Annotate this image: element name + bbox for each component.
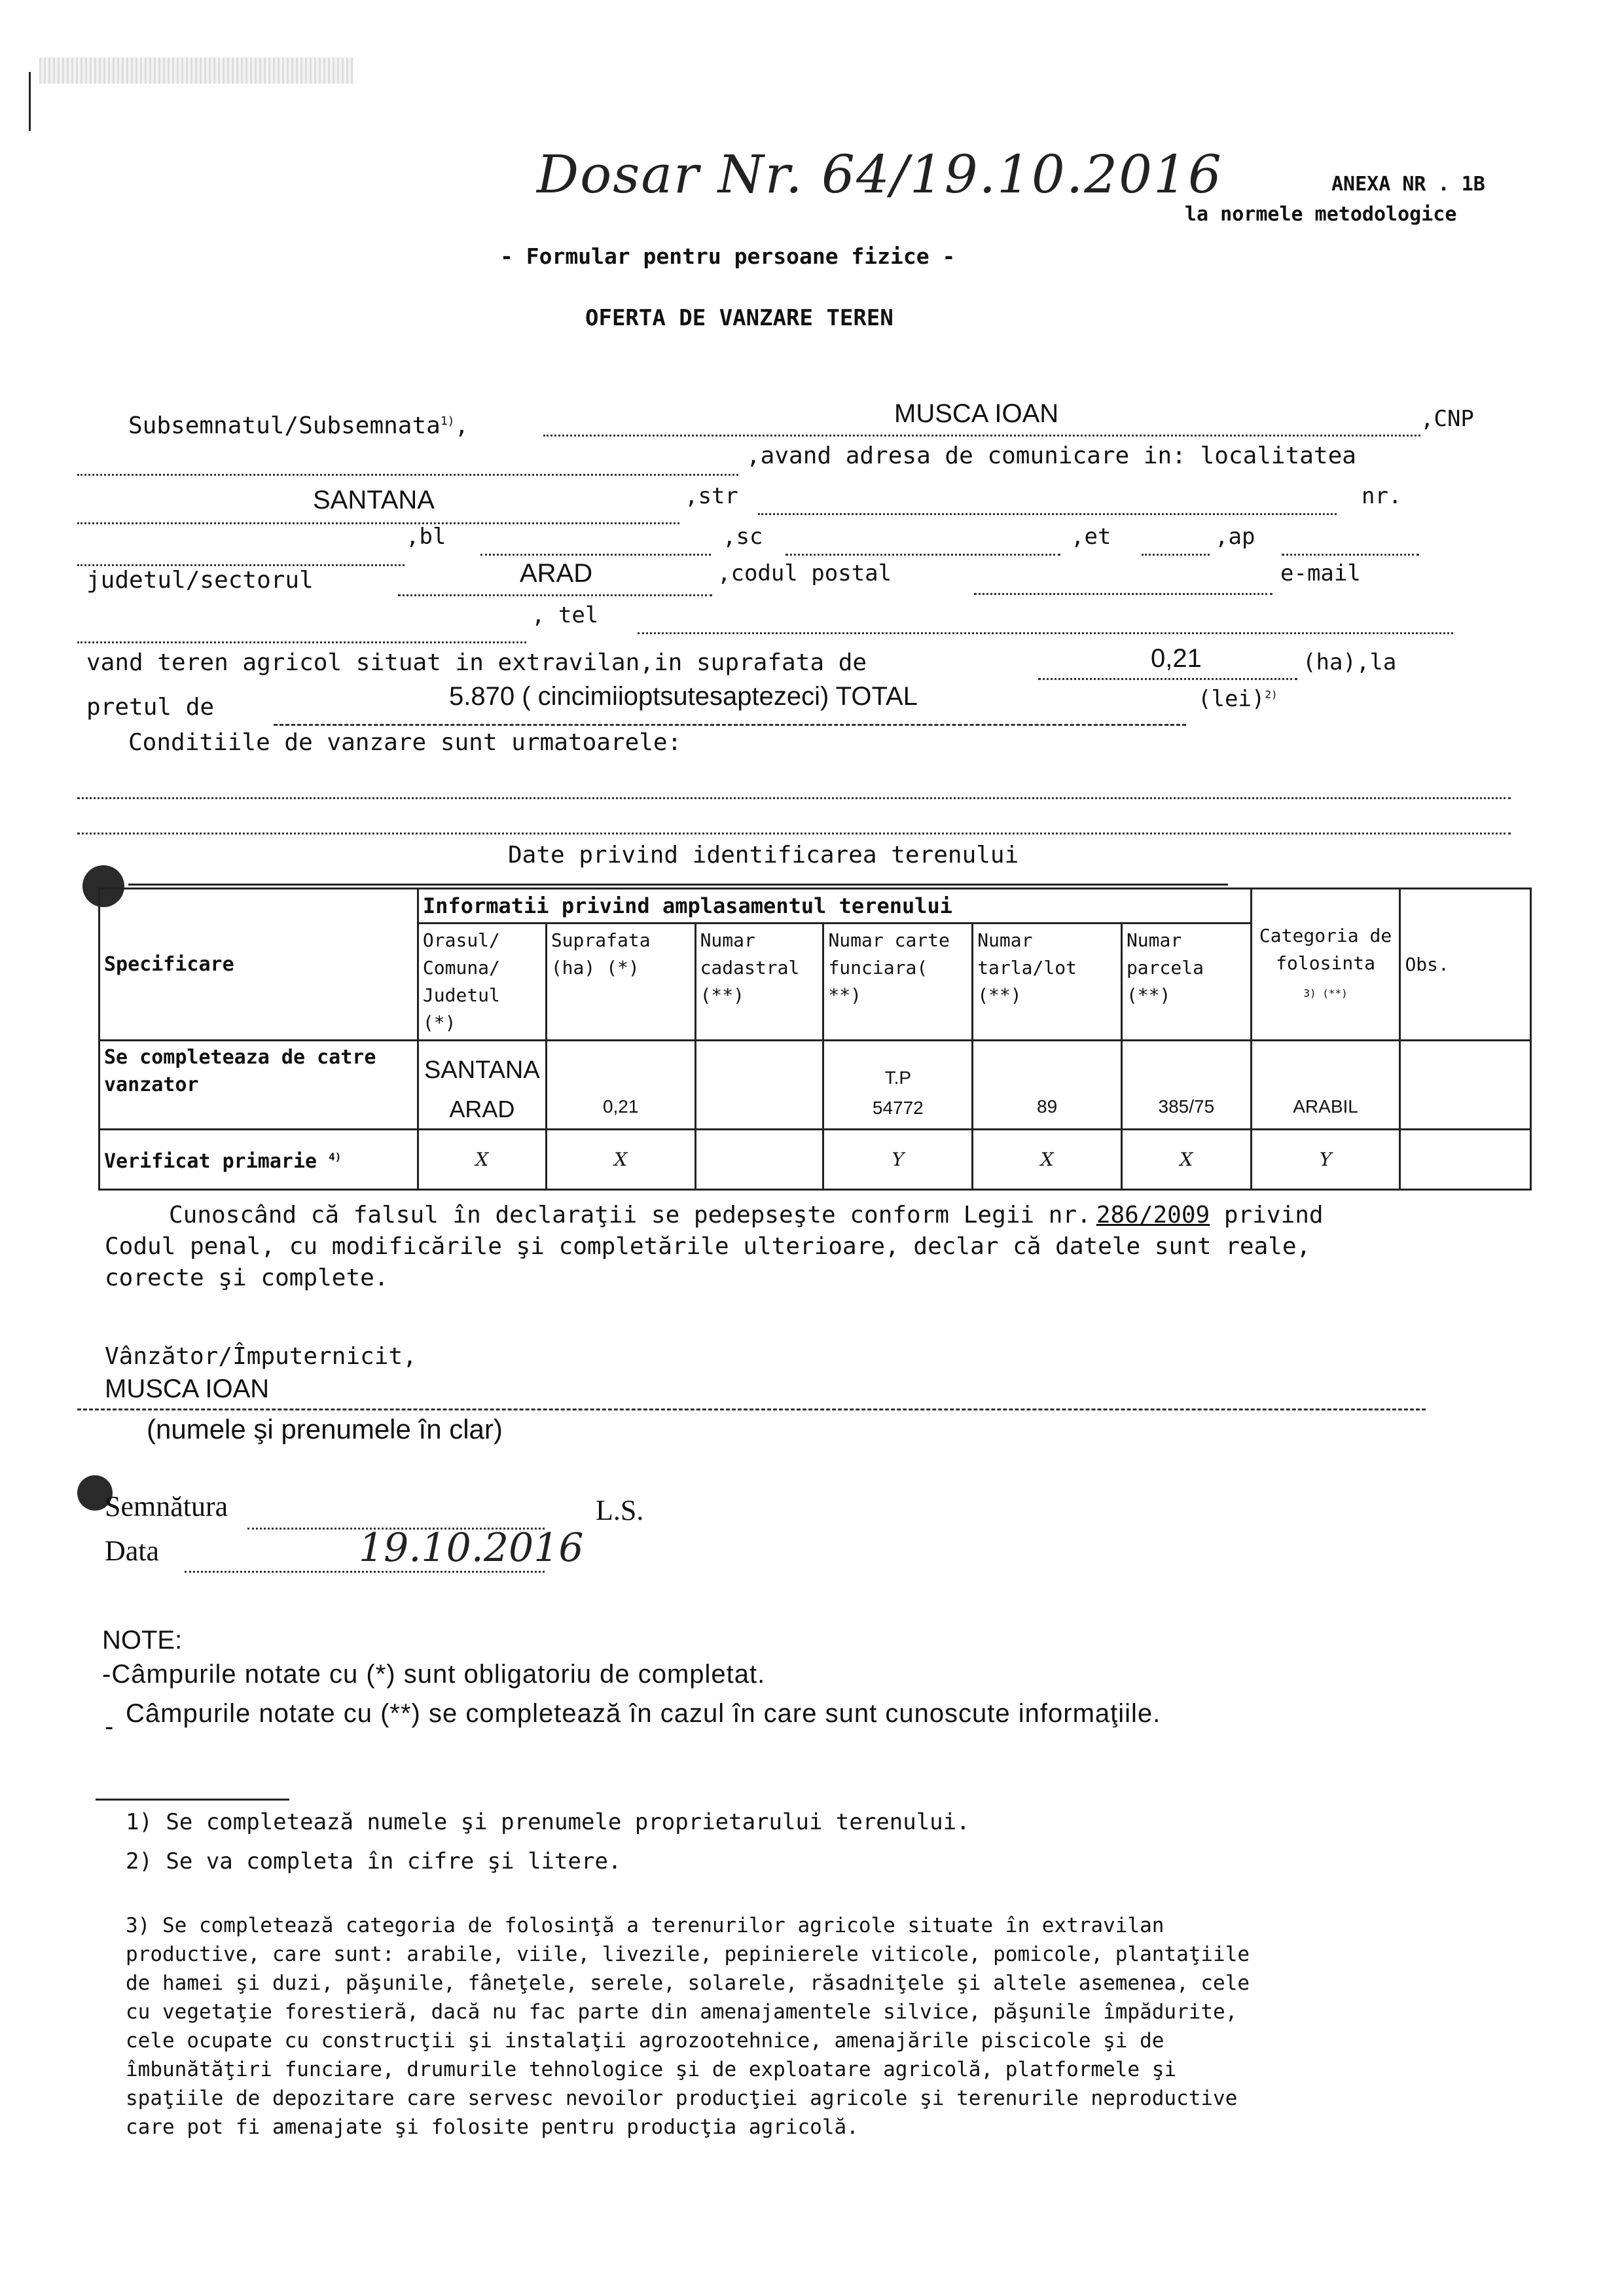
note-2-dash: -: [105, 1712, 114, 1741]
verify-mark-cadastral[interactable]: [695, 1130, 823, 1190]
verify-mark-parcel[interactable]: X: [1121, 1130, 1251, 1190]
conditions-line-2[interactable]: [77, 833, 1511, 834]
law-number: 286/2009: [1096, 1202, 1210, 1229]
group-header: Informatii privind amplasamentul terenului: [418, 889, 1251, 924]
price-field[interactable]: 5.870 ( cincimiioptsutesaptezeci) TOTAL: [449, 682, 918, 711]
locality-field-line: [77, 522, 679, 524]
area-field[interactable]: 0,21: [1151, 644, 1202, 673]
date-field[interactable]: 19.10.2016: [359, 1525, 584, 1571]
col-header-locality: Orasul/ Comuna/ Judetul (*): [418, 924, 546, 1041]
notes-heading: NOTE:: [102, 1626, 183, 1655]
et-field[interactable]: [1142, 554, 1210, 556]
seller-label: Vânzător/Împuternicit,: [105, 1343, 417, 1370]
date-field-line: [185, 1571, 545, 1573]
name-field-line: [543, 435, 1420, 437]
verify-mark-obs[interactable]: [1400, 1130, 1531, 1190]
footnote-2: 2) Se va completa în cifre şi litere.: [126, 1848, 622, 1874]
ap-field[interactable]: [1282, 554, 1419, 556]
judet-field[interactable]: ARAD: [520, 559, 593, 588]
col-header-parcel: Numar parcela (**): [1121, 924, 1251, 1041]
cell-parcel[interactable]: 385/75: [1121, 1041, 1251, 1130]
area-field-line: [1038, 678, 1297, 680]
col-header-area: Suprafata (ha) (*): [546, 924, 695, 1041]
subsemnatul-label: Subsemnatul/Subsemnata$^{1)}$,: [128, 412, 469, 439]
nr-label: nr.: [1362, 483, 1402, 509]
postal-label: ,codul postal: [717, 560, 892, 586]
str-label: ,str: [685, 483, 738, 509]
cell-area[interactable]: 0,21: [546, 1041, 695, 1130]
tel-label: , tel: [532, 602, 599, 628]
seller-name-field[interactable]: MUSCA IOAN: [105, 1374, 270, 1403]
verify-mark-tarla[interactable]: X: [973, 1130, 1122, 1190]
land-table: [98, 888, 1532, 1191]
email-label: e-mail: [1280, 560, 1361, 586]
street-field[interactable]: [758, 513, 1337, 515]
cell-locality[interactable]: SANTANA ARAD: [418, 1041, 546, 1130]
ap-label: ,ap: [1215, 524, 1255, 550]
name-field[interactable]: MUSCA IOAN: [894, 399, 1059, 428]
lei-label: (lei)$^{2)}$: [1198, 686, 1278, 712]
cnp-field-line[interactable]: [77, 474, 738, 476]
name-hint: (numele şi prenumele în clar): [147, 1414, 503, 1444]
bl-label: ,bl: [406, 524, 446, 550]
cnp-label: ,CNP: [1420, 406, 1474, 432]
col-header-tarla: Numar tarla/lot (**): [973, 924, 1122, 1041]
judet-field-line: [398, 594, 712, 596]
handwritten-file-number: Dosar Nr. 64/19.10.2016: [537, 144, 1223, 205]
et-label: ,et: [1071, 524, 1111, 550]
annex-number: ANEXA NR . 1B: [1331, 173, 1485, 196]
verify-mark-locality[interactable]: X: [418, 1130, 546, 1190]
seller-name-line: [77, 1408, 1426, 1410]
declaration-line-1: Cunoscând că falsul în declaraţii se pedepseşte conform Legii nr. 286/2009 privind: [169, 1202, 1324, 1229]
judet-label: judetul/sectorul: [86, 567, 314, 594]
cell-tarla[interactable]: 89: [973, 1041, 1122, 1130]
footnote-1: 1) Se completează numele şi prenumele proprietarului terenului.: [126, 1809, 970, 1835]
ls-label: L.S.: [596, 1494, 644, 1526]
postal-field[interactable]: [974, 593, 1272, 595]
conditions-line-1[interactable]: [77, 797, 1511, 799]
table-caption: Date privind identificarea terenului: [508, 842, 1019, 869]
sc-label: ,sc: [723, 524, 763, 550]
address-label: ,avand adresa de comunicare in: localitatea: [746, 442, 1356, 469]
land-label: vand teren agricol situat in extravilan,in suprafata de: [86, 649, 867, 676]
page-title: OFERTA DE VANZARE TEREN: [585, 305, 893, 331]
footnote-rule: [96, 1799, 289, 1801]
verify-mark-area[interactable]: X: [546, 1130, 695, 1190]
nr-field[interactable]: [77, 564, 405, 566]
declaration-line-3: corecte şi complete.: [105, 1265, 389, 1291]
col-header-cadastral: Numar cadastral (**): [695, 924, 823, 1041]
form-type: - Formular pentru persoane fizice -: [500, 243, 956, 269]
ha-label: (ha),la: [1303, 649, 1397, 675]
left-margin-mark: [29, 72, 31, 131]
spec-header: Specificare: [99, 889, 418, 1041]
sc-field[interactable]: [785, 554, 1060, 556]
email-field[interactable]: [77, 641, 526, 643]
col-header-land-book: Numar carte funciara( **): [823, 924, 973, 1041]
annex-norms: la normele metodologice: [1185, 203, 1457, 226]
bl-field[interactable]: [480, 554, 711, 556]
note-2: Câmpurile notate cu (**) se completează în cazul în care sunt cunoscute informaţiile.: [126, 1699, 1161, 1728]
verify-mark-category[interactable]: Y: [1251, 1130, 1400, 1190]
cell-land-book[interactable]: T.P 54772: [823, 1041, 973, 1130]
table-top-rule: [128, 884, 1228, 886]
locality-field[interactable]: SANTANA: [313, 486, 435, 514]
category-header: Categoria de folosinta 3) (**): [1251, 889, 1400, 1041]
obs-header: Obs.: [1400, 889, 1531, 1041]
date-label: Data: [105, 1535, 160, 1567]
conditions-label: Conditiile de vanzare sunt urmatoarele:: [128, 729, 682, 756]
row-verified-label: Verificat primarie $^{4)}$: [99, 1130, 418, 1190]
cell-category[interactable]: ARABIL: [1251, 1041, 1400, 1130]
price-field-line: [274, 724, 1186, 726]
verify-mark-land-book[interactable]: Y: [823, 1130, 973, 1190]
note-1: -Câmpurile notate cu (*) sunt obligatoriu de completat.: [102, 1660, 766, 1689]
footnote-3: 3) Se completează categoria de folosinţă a terenurilor agricole situate în extravilan productive, care sunt: arabile, viile, livezile, pepinierele viticole, pomicole, plantaţiile de hamei şi duzi, păşunile, fâneţele, serele, solarele, răsadniţele şi altele asemenea, cele cu vegetaţie forestieră, dacă nu fac parte din amenajamentele silvice, păşunile împădurite, cele ocupate cu construcţii şi instalaţii agrozootehnice, amenajările piscicole şi de îmbunătăţiri funciare, drumurile tehnologice şi de exploatare agricolă, platformele şi spaţiile de depozitare care servesc nevoilor producţiei agricole şi terenurile neproductive care pot fi amenajate şi folosite pentru producţia agricolă.: [126, 1914, 1250, 2139]
tel-field[interactable]: [638, 632, 1453, 634]
cell-cadastral[interactable]: [695, 1041, 823, 1130]
cell-obs[interactable]: [1400, 1041, 1531, 1130]
declaration-line-2: Codul penal, cu modificările şi completările ulterioare, declar că datele sunt reale,: [105, 1233, 1311, 1260]
row-seller-label: Se completeaza de catre vanzator: [99, 1041, 418, 1130]
price-label: pretul de: [86, 694, 215, 721]
signature-label: Semnătura: [105, 1490, 228, 1522]
scan-noise-top: [39, 58, 353, 84]
